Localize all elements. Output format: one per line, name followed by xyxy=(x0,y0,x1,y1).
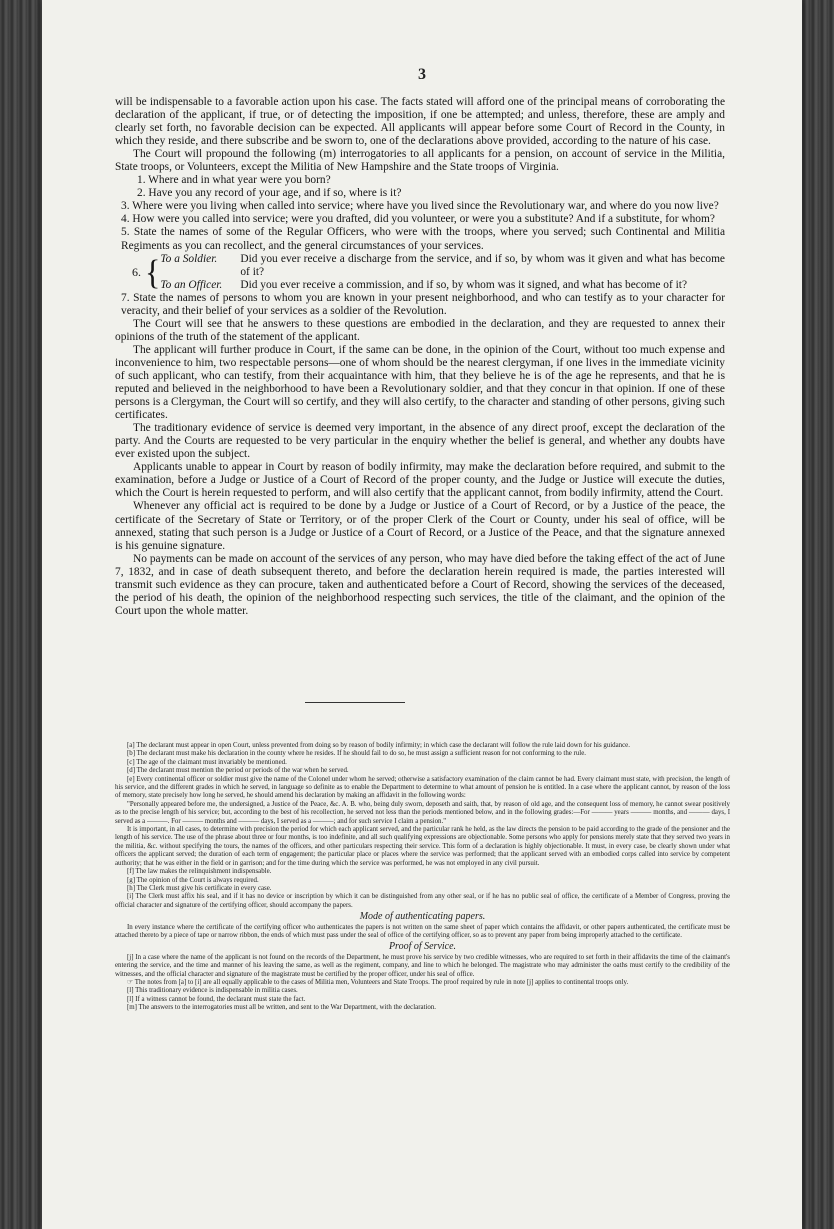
note-e-continued: It is important, in all cases, to determine with precision the period for which each applicant served, and the particular rank he held, as the law directs the pension to be paid according to the grade of the pensioner and the length of his service. The use of the phrase about three or four months, is too indefinite, and all such qualifying expressions are objectionable. Some persons who apply for pensions merely state that they served two years in the militia, &c. without specifying the tours, the names of the officers, and other particulars respecting their service. This form of a declaration is highly objectionable. It must, in every case, be clearly shown under what officers the applicant served; the duration of each term of engagement; the particular place or places where the service was performed; that the applicant served with an embodied corps called into service by competent authority; that he was either in the field or in garrison; and for the time during which the service was performed, he was not employed in any civil pursuit. xyxy=(115,826,730,867)
question-2: 2. Have you any record of your age, and if so, where is it? xyxy=(137,187,402,200)
note-e-quote: "Personally appeared before me, the undersigned, a Justice of the Peace, &c. A. B. who, being duly sworn, deposeth and saith, that, by reason of old age, and the consequent loss of memory, he cannot swear positively as to the precise length of his service; but, according to the best of his recollection, he served not less than the periods mentioned below, and in the following grades:—For ——— years ——— months, and ——— days, I served as a ———. For ——— months and ——— days, I served as a ———; and for such service I claim a pension." xyxy=(115,800,730,825)
note-c: [c] The age of the claimant must invariably be mentioned. xyxy=(127,758,287,766)
paragraph-interrogatories: The Court will propound the following (m) interrogatories to all applicants for a pension, on account of service in the Militia, State troops, or Volunteers, except the Militia of New Hampshire and the State troops of Virginia. xyxy=(115,148,725,174)
note-a: [a] The declarant must appear in open Court, unless prevented from doing so by reason of bodily infirmity; in which case the declarant will follow the rule laid down for his guidance. xyxy=(127,742,630,749)
paragraph-intro: will be indispensable to a favorable action upon his case. The facts stated will afford one of the principal means of corroborating the declaration of the applicant, if true, or of detecting the imposition, if one be attempted; and unless, therefore, these are amply and clearly set forth, no favorable decision can be expected. All applicants will appear before some Court of Record in the County, in which they reside, and there subscribe and be sworn to, one of the declarations above provided, according to the nature of his case. xyxy=(115,96,725,148)
note-authenticating: In every instance where the certificate of the certifying officer who authenticates the papers is not written on the same sheet of paper which contains the affidavit, or other papers authenticated, the certificate must be attached thereto by a piece of tape or narrow ribbon, the ends of which must pass under the seal of office of the certifying officer, so as to prevent any paper from being improperly attached to the certificate. xyxy=(115,923,730,939)
note-j: [j] In a case where the name of the applicant is not found on the records of the Department, he must prove his service by two credible witnesses, who are required to set forth in their affidavits the time of the claimant's entering the service, and the time and manner of his leaving the same, as well as the regiment, company, and line to which he belonged. The magistrate who may administer the oaths must certify to the credibility of the witnesses, and the official character and signature of the magistrate must be certified by the proper officer, under his seal of office. xyxy=(115,953,730,978)
heading-authenticating: Mode of authenticating papers. xyxy=(359,911,486,923)
question-7: 7. State the names of persons to whom you are known in your present neighborhood, and who can testify as to your character for veracity, and their belief of your services as a soldier of the Revolution. xyxy=(121,291,725,317)
question-1: 1. Where and in what year were you born? xyxy=(137,174,331,187)
page-number: 3 xyxy=(418,66,426,83)
question-6-officer-text: Did you ever receive a commission, and if so, by whom was it signed, and what has become of it? xyxy=(240,278,688,291)
note-l2: [l] If a witness cannot be found, the declarant must state the fact. xyxy=(127,995,306,1003)
footnotes xyxy=(115,742,730,1013)
note-f: [f] The law makes the relinquishment indispensable. xyxy=(127,868,272,876)
paragraph-no-payments: No payments can be made on account of the services of any person, who may have died before the taking effect of the act of June 7, 1832, and in case of death subsequent thereto, and before the declaration herein required is made, the parties interested will transmit such evidence as they can procure, taken and authenticated before a Court of Record, showing the services of the deceased, the period of his death, the opinion of the neighborhood respecting such services, the title of the claimant, and the opinion of the Court upon the whole matter. xyxy=(115,552,725,617)
note-k: ☞ The notes from [a] to [i] are all equally applicable to the cases of Militia men, Volunteers and State Troops. The proof required by rule in note [j] applies to continental troops only. xyxy=(127,978,629,986)
note-m: [m] The answers to the interrogatories must all be written, and sent to the War Department, with the declaration. xyxy=(127,1004,436,1012)
question-6-number: 6. xyxy=(132,264,141,279)
paragraph-traditionary: The traditionary evidence of service is deemed very important, in the absence of any direct proof, except the declaration of the party. And the Courts are requested to be very particular in the enquiry whether the belief is general, and whether any doubts have ever existed upon the subject. xyxy=(115,422,725,461)
brace-glyph: { xyxy=(145,252,161,292)
role-soldier: To a Soldier. xyxy=(160,252,218,265)
note-i: [i] The Clerk must affix his seal, and if it has no device or inscription by which it can be distinguished from any other seal, or if he has no public seal of office, the certificate of a Member of Congress, proving the official character and signature of the certifying officer, should accompany the papers. xyxy=(115,893,730,909)
note-d: [d] The declarant must mention the period or periods of the war when he served. xyxy=(127,767,349,775)
note-l: [l] This traditionary evidence is indispensable in militia cases. xyxy=(127,987,298,995)
question-6-soldier-text: Did you ever receive a discharge from the service, and if so, by whom was it given and what has become of it? xyxy=(240,252,725,278)
role-officer: To an Officer. xyxy=(160,278,223,291)
main-text xyxy=(115,96,725,618)
paragraph-official-act: Whenever any official act is required to be done by a Judge or Justice of a Court of Record, or by a Justice of the peace, the certificate of the Secretary of State or Territory, or of the proper Clerk of the Court or County, under his seal of office, will be annexed, stating that such person is a Judge or Justice of a Court of Record, or a Justice of the Peace, and that the signature annexed is his genuine signature. xyxy=(115,500,725,552)
divider xyxy=(305,702,405,703)
paragraph-applicants-unable: Applicants unable to appear in Court by reason of bodily infirmity, may make the declaration before required, and submit to the examination, before a Judge or Justice of a Court of Record of the proper county, and the Judge or Justice will execute the duties, which the Court is herein requested to perform, and will also certify that the applicant cannot, from bodily infirmity, attend the Court. xyxy=(115,461,725,500)
question-5: 5. State the names of some of the Regular Officers, who were with the troops, where you served; such Continental and Militia Regiments as you can recollect, and the general circumstances of your services. xyxy=(121,226,725,252)
heading-proof-of-service: Proof of Service. xyxy=(388,941,457,953)
note-b: [b] The declarant must make his declaration in the county where he resides. If he should fail to do so, he must assign a sufficient reason for not conforming to the rule. xyxy=(127,750,586,758)
question-6 xyxy=(115,253,725,292)
note-g: [g] The opinion of the Court is always required. xyxy=(127,876,259,884)
note-e: [e] Every continental officer or soldier must give the name of the Colonel under whom he served; otherwise a satisfactory examination of the claim cannot be had. Every claimant must state, with precision, the length of his service, and the different grades in which he served, in language so definite as to enable the Department to determine to what amount of pension he is entitled. In a case where the applicant cannot, by reason of the loss of memory, state precisely how long he served, he should amend his declaration by making an affidavit in the following words: xyxy=(115,775,730,800)
question-6-soldier xyxy=(160,253,725,279)
note-h: [h] The Clerk must give his certificate in every case. xyxy=(127,884,272,892)
question-4: 4. How were you called into service; were you drafted, did you volunteer, or were you a substitute? And if a substitute, for whom? xyxy=(121,213,715,226)
paragraph-applicant-produce: The applicant will further produce in Court, if the same can be done, in the opinion of the Court, without too much expense and inconvenience to him, two respectable persons—one of whom should be the nearest clergyman, if one lives in the immediate vicinity of such applicant, who can testify, from their acquaintance with him, that they believe he is of the age he represents, and that he is reputed and believed in the neighborhood to have been a Revolutionary soldier, and that they concur in that opinion. If one of these persons is a Clergyman, the Court will so certify, and they will also certify, to the character and standing of other persons, giving such certificates. xyxy=(115,343,725,422)
question-3: 3. Where were you living when called into service; where have you lived since the Revolutionary war, and where do you now live? xyxy=(121,200,719,213)
paragraph-court-see: The Court will see that he answers to these questions are embodied in the declaration, and they are requested to annex their opinions of the truth of the statement of the applicant. xyxy=(115,317,725,343)
question-6-officer xyxy=(160,279,725,292)
